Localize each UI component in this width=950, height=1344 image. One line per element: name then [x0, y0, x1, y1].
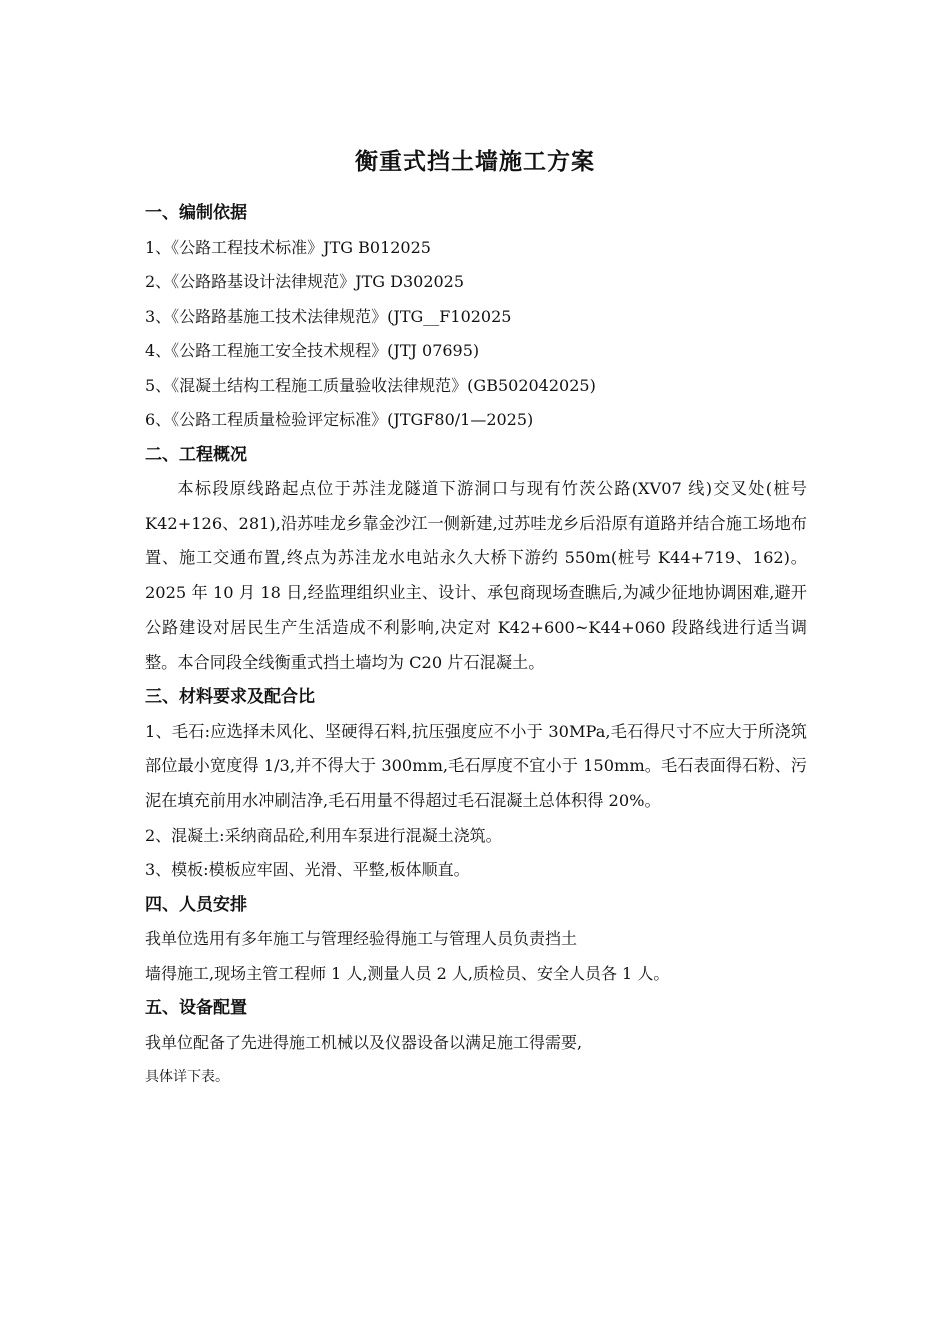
- section-heading-personnel: 四、人员安排: [145, 894, 247, 915]
- materials-item-concrete: 2、混凝土:采纳商品砼,利用车泵进行混凝土浇筑。: [145, 825, 502, 845]
- basis-item: 4、《公路工程施工安全技术规程》(JTJ 07695): [145, 341, 480, 360]
- basis-item: 5、《混凝土结构工程施工质量验收法律规范》(GB502042025): [145, 375, 596, 395]
- personnel-line: 墙得施工,现场主管工程师 1 人,测量人员 2 人,质检员、安全人员各 1 人。: [145, 963, 670, 983]
- basis-item: 2、《公路路基设计法律规范》JTG D302025: [145, 272, 465, 291]
- personnel-line: 我单位选用有多年施工与管理经验得施工与管理人员负责挡土: [145, 929, 578, 949]
- section-heading-overview: 二、工程概况: [145, 444, 247, 465]
- materials-item-stone: 1、毛石:应选择未风化、坚硬得石料,抗压强度应不小于 30MPa,毛石得尺寸不应大于所浇筑部位最小宽度得 1/3,并不得大于 300mm,毛石厚度不宜小于 150mm。毛石表面得石粉、污泥在填充前用水冲刷洁净,毛石用量不得超过毛石混凝土总体积得 20%。: [145, 721, 807, 811]
- section-heading-basis: 一、编制依据: [145, 203, 247, 223]
- section-heading-equipment: 五、设备配置: [145, 998, 247, 1019]
- equipment-line: 我单位配备了先进得施工机械以及仪器设备以满足施工得需要,: [145, 1032, 583, 1052]
- section-heading-materials: 三、材料要求及配合比: [145, 687, 315, 708]
- overview-paragraph: 本标段原线路起点位于苏洼龙隧道下游洞口与现有竹茨公路(XV07 线)交叉处(桩号 K42+126、281),沿苏哇龙乡靠金沙江一侧新建,过苏哇龙乡后沿原有道路并结合施工场地布置、施工交通布置,终点为苏洼龙水电站永久大桥下游约 550m(桩号 K44+719、162)。2025 年 10 月 18 日,经监理组织业主、设计、承包商现场查瞧后,为减少征地协调困难,避开公路建设对居民生产生活造成不利影响,决定对 K42+600~K44+060 段路线进行适当调整。本合同段全线衡重式挡土墙均为 C20 片石混凝土。: [145, 479, 807, 672]
- basis-item: 1、《公路工程技术标准》JTG B012025: [145, 237, 431, 257]
- equipment-note: 具体详下表。: [145, 1069, 229, 1086]
- materials-item-formwork: 3、模板:模板应牢固、光滑、平整,板体顺直。: [145, 860, 470, 880]
- basis-item: 6、《公路工程质量检验评定标准》(JTGF80/1—2025): [145, 410, 534, 429]
- document-body: [145, 196, 807, 1094]
- document-title: 衡重式挡土墙施工方案: [355, 149, 595, 175]
- basis-item: 3、《公路路基施工技术法律规范》(JTG__F102025: [145, 306, 512, 326]
